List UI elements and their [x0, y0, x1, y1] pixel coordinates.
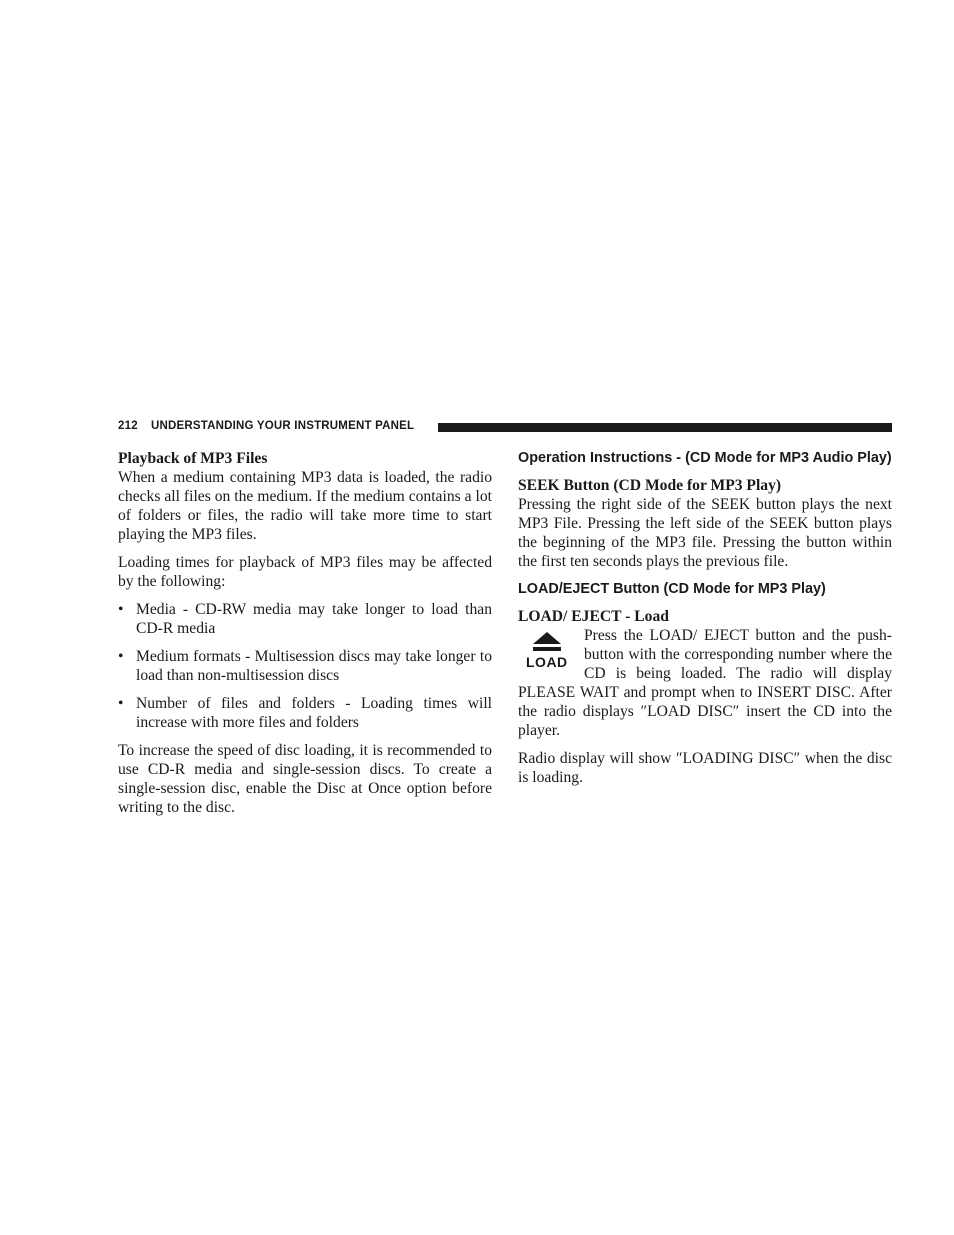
loading-display-paragraph: Radio display will show ″LOADING DISC″ when the disc is loading. [518, 750, 892, 786]
load-eject-icon [518, 626, 576, 682]
load-eject-heading: LOAD/EJECT Button (CD Mode for MP3 Play) [518, 581, 826, 597]
speed-paragraph: To increase the speed of disc loading, it is recommended to use CD-R media and single-session discs. To create a single-session disc, enable the Disc at Once option before writing to the disc. [118, 742, 492, 816]
load-instructions [518, 626, 892, 740]
load-paragraph: Press the LOAD/ EJECT button and the push-button with the corresponding number where the CD is being loaded. The radio will display PLEASE WAIT and prompt when to INSERT DISC. After the radio displays ″LOAD DISC″ insert the CD into the player. [518, 627, 892, 739]
load-icon-label: LOAD [526, 654, 568, 670]
section-title: UNDERSTANDING YOUR INSTRUMENT PANEL [151, 420, 415, 432]
page-header [118, 419, 892, 435]
left-column [118, 449, 492, 817]
list-item: • Number of files and folders - Loading times will increase with more files and folders [118, 694, 492, 732]
header-rule [438, 423, 892, 432]
seek-paragraph: Pressing the right side of the SEEK button plays the next MP3 File. Pressing the left side of the SEEK button plays the beginning of the MP3 file. Pressing the button within the first ten seconds plays the previous file. [518, 496, 892, 570]
list-item: • Media - CD-RW media may take longer to load than CD-R media [118, 600, 492, 638]
operation-heading: Operation Instructions - (CD Mode for MP3 Audio Play) [518, 450, 892, 466]
eject-bar-icon [533, 647, 561, 651]
list-item: • Medium formats - Multisession discs may take longer to load than non-multisession discs [118, 647, 492, 685]
loading-factors-list [118, 600, 492, 732]
page-number: 212 [118, 420, 138, 432]
playback-heading: Playback of MP3 Files [118, 450, 268, 467]
eject-triangle-icon [533, 632, 561, 644]
right-column [518, 449, 892, 787]
playback-paragraph: When a medium containing MP3 data is loaded, the radio checks all files on the medium. If the medium contains a lot of folders or files, the radio will take more time to start playing the MP3 files. [118, 469, 492, 543]
seek-heading: SEEK Button (CD Mode for MP3 Play) [518, 477, 782, 494]
loading-times-paragraph: Loading times for playback of MP3 files may be affected by the following: [118, 554, 492, 590]
load-eject-subheading: LOAD/ EJECT - Load [518, 608, 669, 625]
